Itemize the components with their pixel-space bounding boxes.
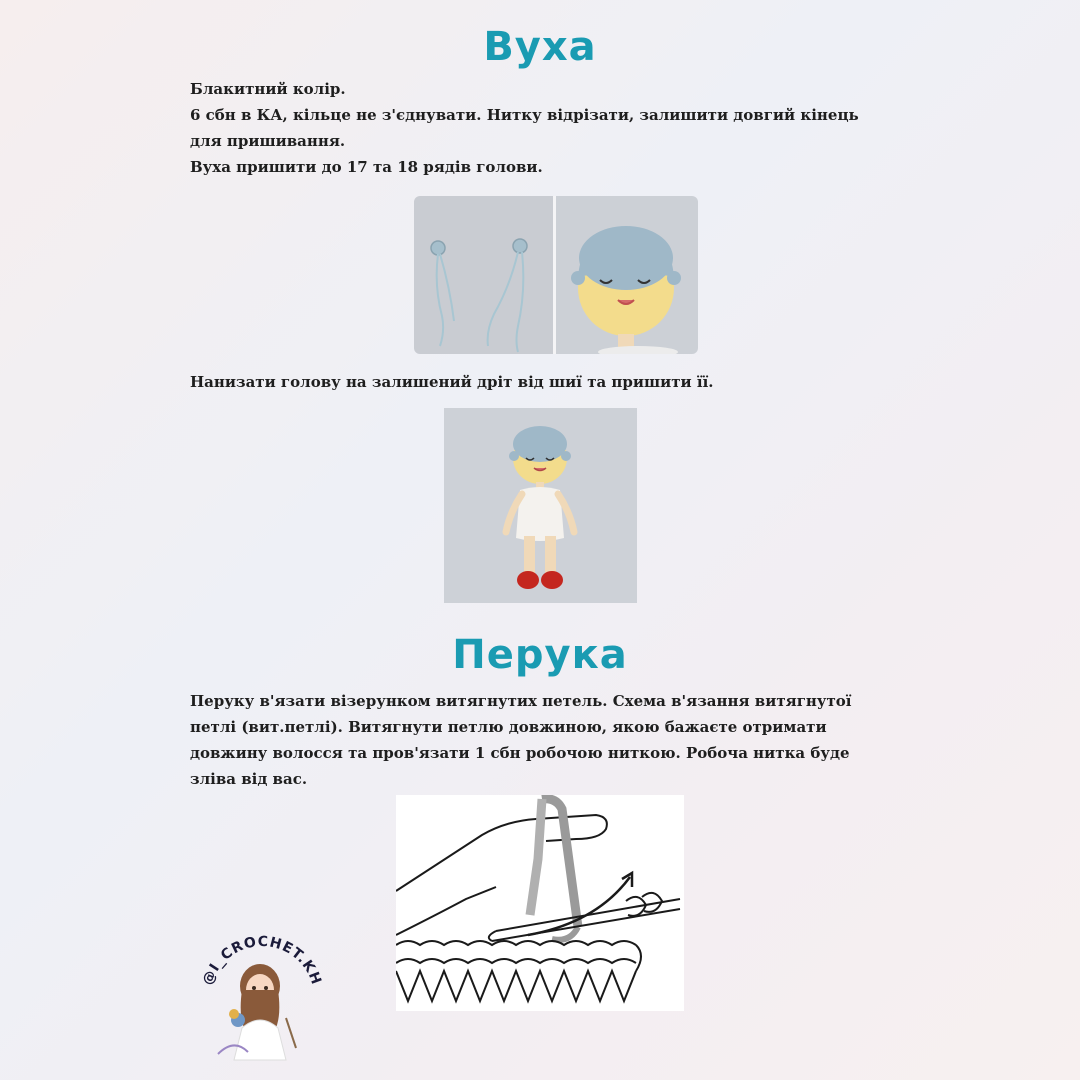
diagram-elongated-loop bbox=[396, 795, 684, 1011]
ears-instructions bbox=[190, 76, 870, 180]
assembly-text: Нанизати голову на залишений дріт від шиї та пришити її. bbox=[190, 373, 714, 391]
brand-logo bbox=[194, 928, 330, 1064]
logo-handle: @I_CROCHET.KH bbox=[199, 933, 325, 988]
ears-line-ring: 6 сбн в КА, кільце не з'єднувати. Нитку відрізати, залишити довгий кінець для пришивання. bbox=[190, 106, 859, 150]
photo-full-doll bbox=[444, 408, 637, 603]
section-title-ears: Вуха bbox=[483, 24, 597, 70]
photo-ears-and-head bbox=[414, 196, 698, 354]
ears-line-color: Блакитний колір. bbox=[190, 80, 346, 98]
section-title-wig: Перука bbox=[452, 632, 628, 678]
girl-avatar-icon bbox=[218, 964, 296, 1060]
ears-line-attach: Вуха пришити до 17 та 18 рядів голови. bbox=[190, 158, 543, 176]
wig-instructions: Перуку в'язати візерунком витягнутих петель. Схема в'язання витягнутої петлі (вит.петлі). Витягнути петлю довжиною, якою бажаєте отримати довжину волосся та пров'язати 1 сбн робочою ниткою. Робоча нитка буде зліва від вас. bbox=[190, 692, 852, 788]
